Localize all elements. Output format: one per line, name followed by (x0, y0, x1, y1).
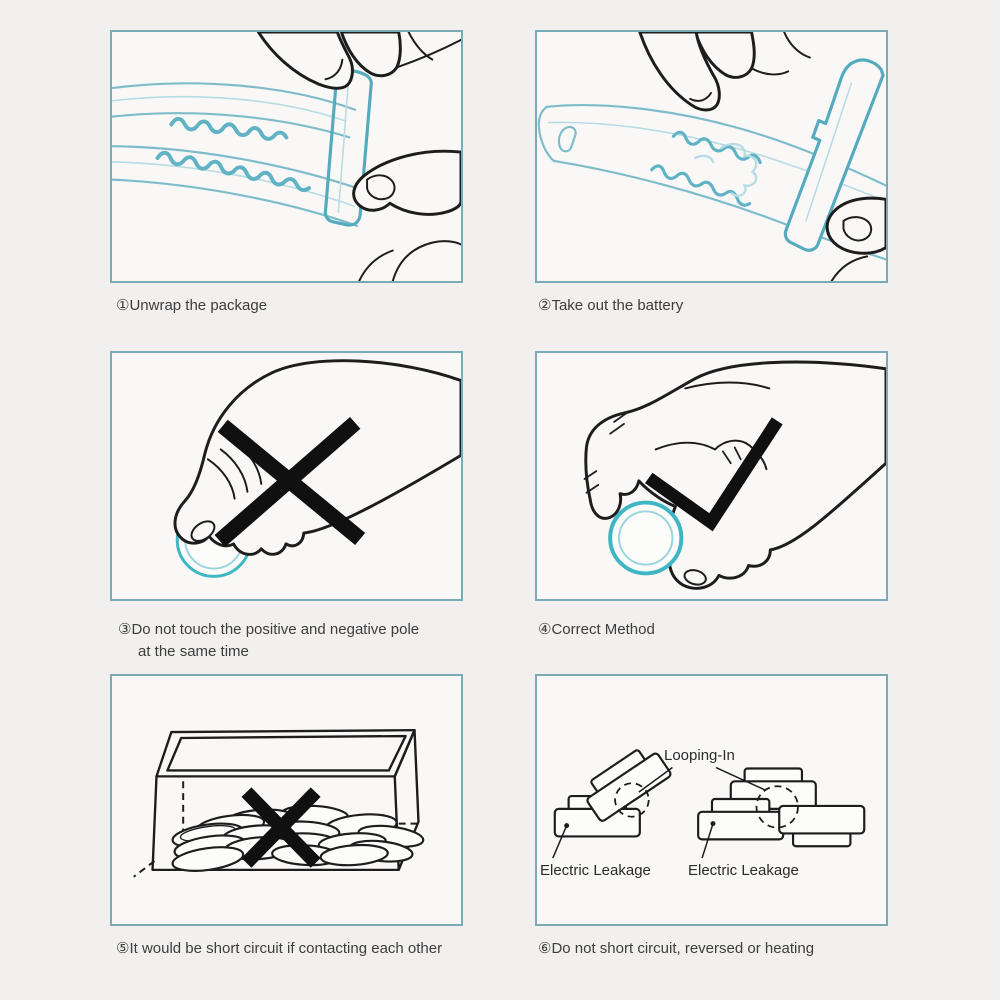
caption-correct-method: ④Correct Method (538, 621, 655, 638)
leakage-illustration (537, 676, 886, 924)
hand-fingers (640, 32, 810, 110)
battery-box-illustration (112, 676, 461, 924)
panel-unwrap-package (110, 30, 463, 283)
panel-take-out-battery (535, 30, 888, 283)
wrong-hold-illustration (112, 353, 461, 599)
coin-battery (610, 503, 681, 574)
package-strip (112, 71, 371, 226)
caption-unwrap-package: ①Unwrap the package (116, 297, 268, 314)
battery-group-right (698, 769, 864, 847)
panel-short-circuit-box (110, 674, 463, 926)
hand-pinching (258, 32, 461, 88)
panel-correct-method (535, 351, 888, 601)
label-electric-leakage-right: Electric Leakage (688, 862, 799, 879)
caption-line-2: at the same time (138, 643, 249, 660)
take-out-illustration (537, 32, 886, 281)
caption-take-out-battery: ②Take out the battery (538, 297, 684, 314)
thumb (354, 151, 461, 281)
caption-no-short-circuit: ⑥Do not short circuit, reversed or heating (538, 940, 815, 957)
label-electric-leakage-left: Electric Leakage (540, 862, 651, 879)
unwrap-illustration (112, 32, 461, 281)
caption-do-not-touch-poles (118, 619, 419, 663)
label-looping-in: Looping-In (664, 747, 735, 764)
panel-no-short-circuit (535, 674, 888, 926)
battery-group-left (555, 742, 672, 837)
caption-line-1: ③Do not touch the positive and negative pole (118, 621, 420, 638)
thumb (827, 198, 886, 281)
correct-hold-illustration (537, 353, 886, 599)
caption-short-circuit-box: ⑤It would be short circuit if contacting each other (116, 940, 443, 957)
panel-do-not-touch-poles (110, 351, 463, 601)
